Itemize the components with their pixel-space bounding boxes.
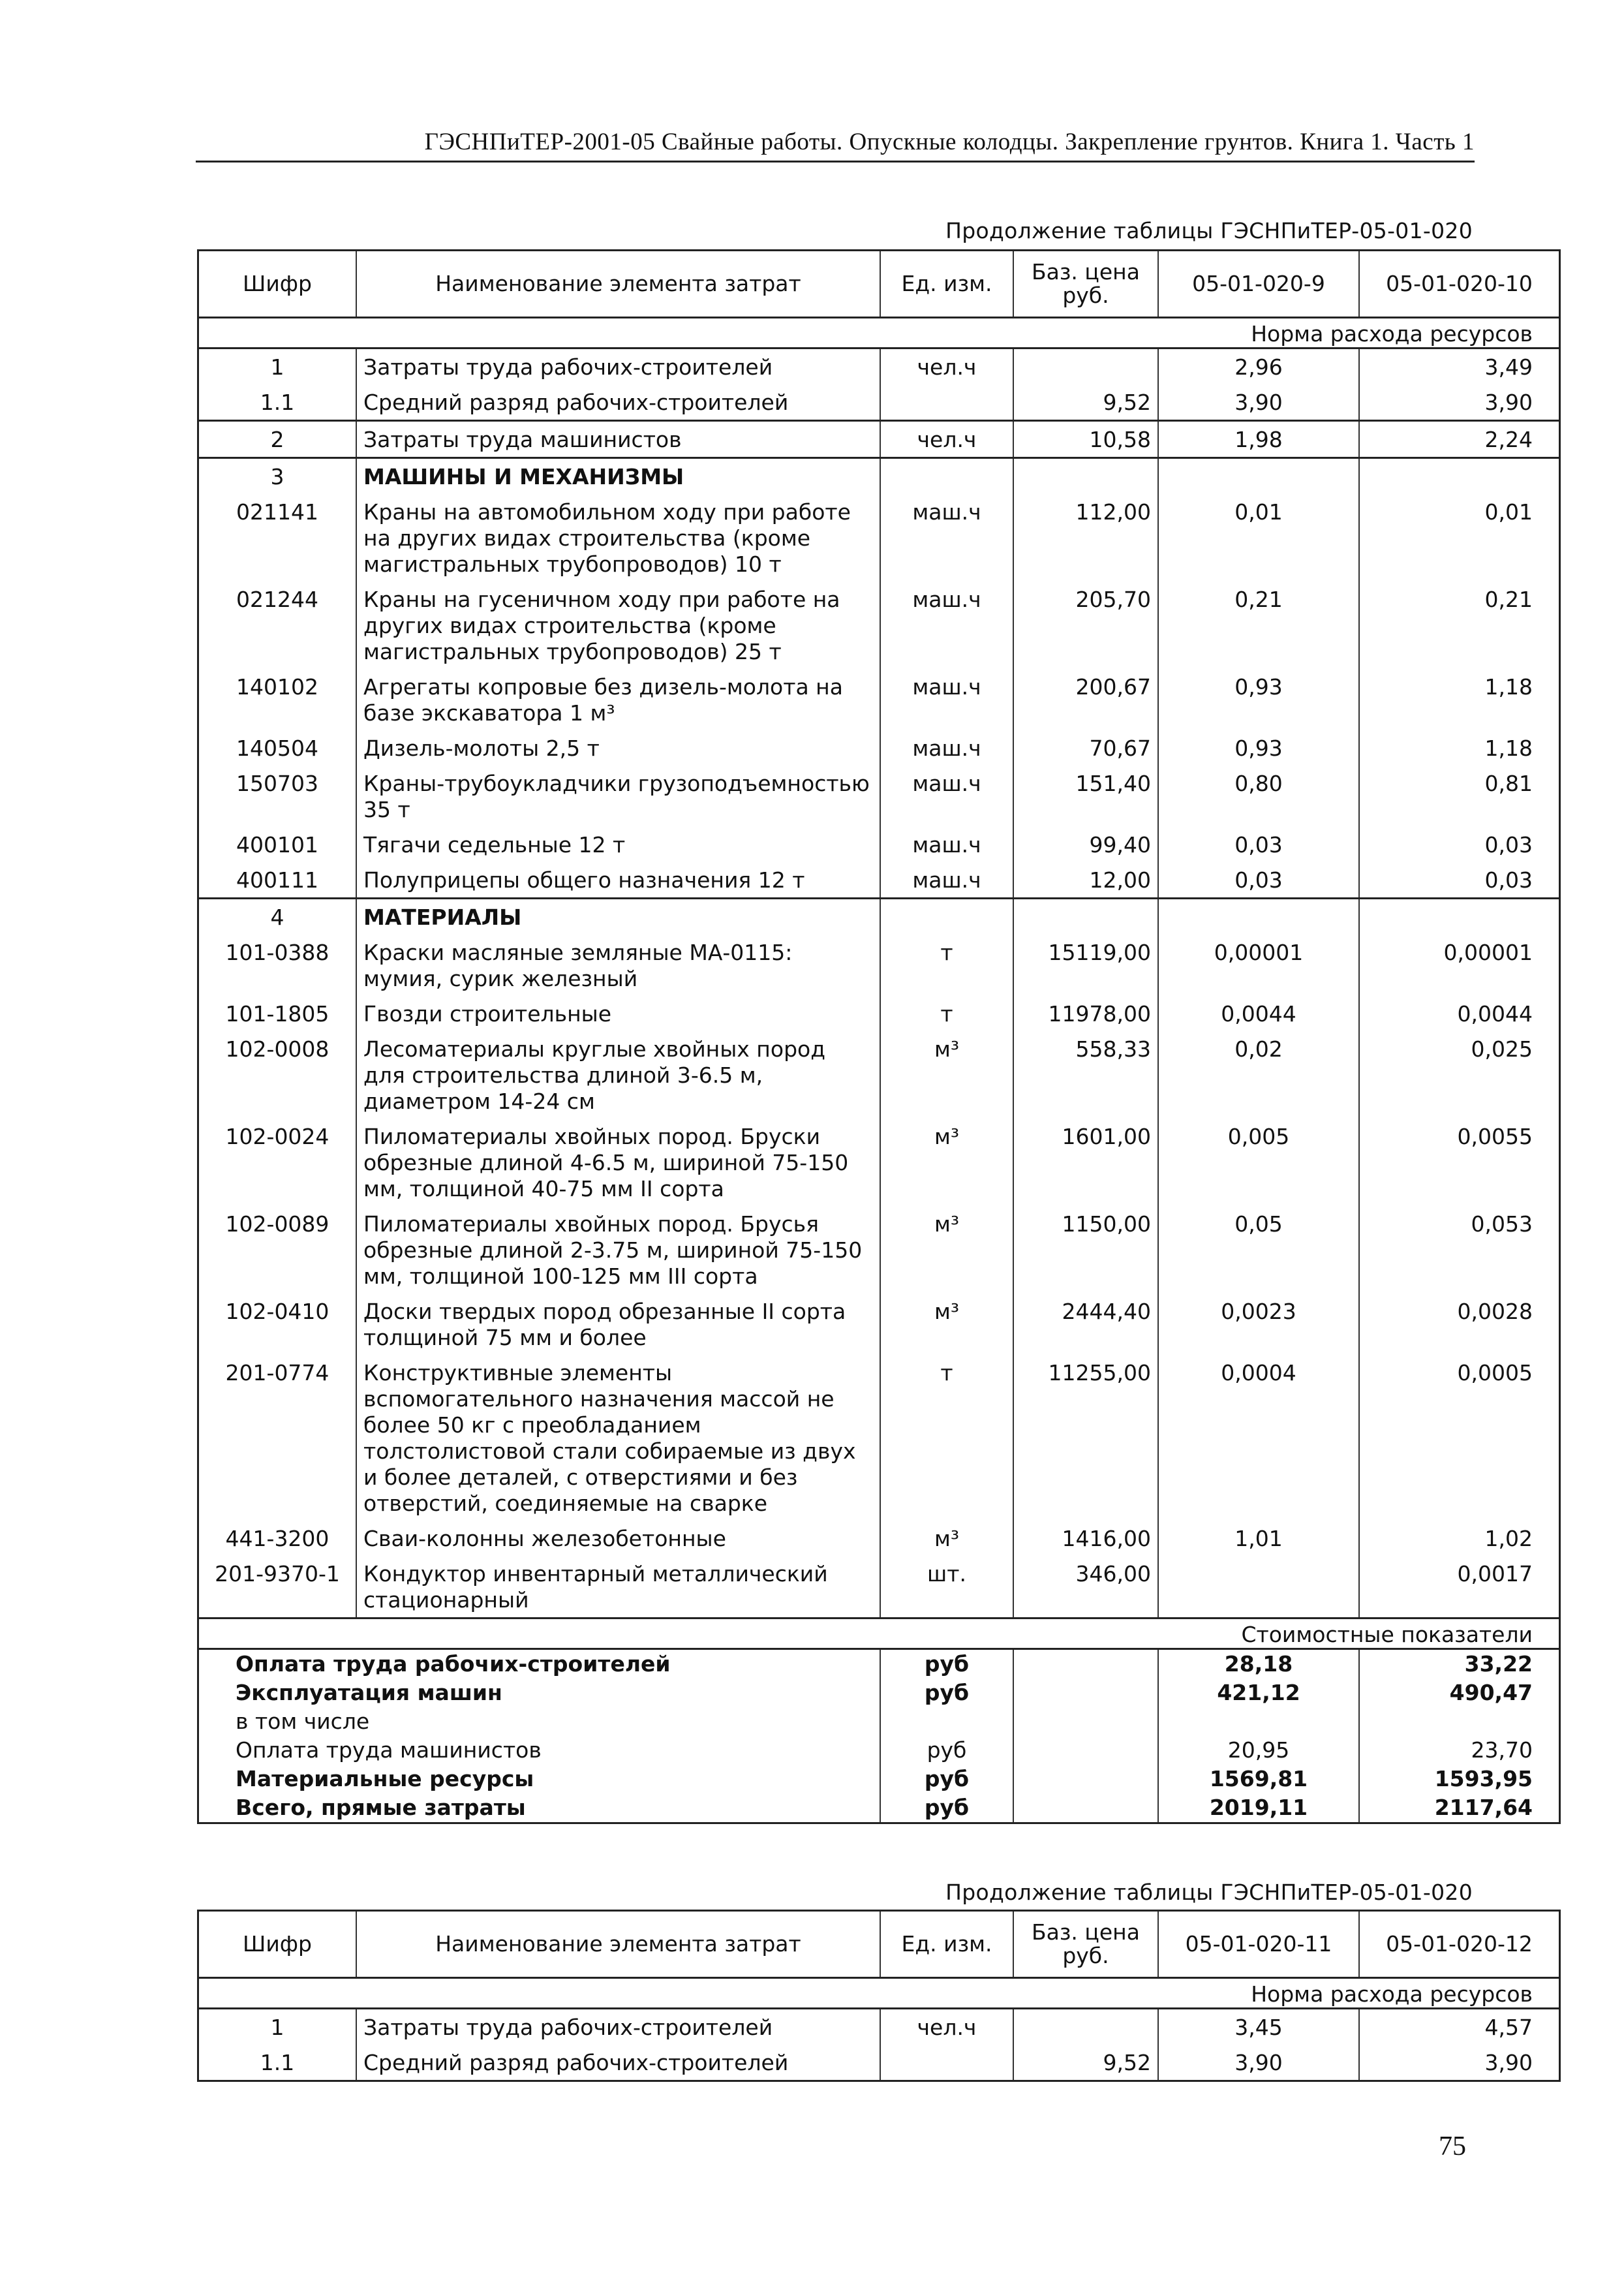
table-row (198, 348, 1560, 385)
row-code: 201-9370-1 (215, 1561, 340, 1587)
summary-value-2: 490,47 (1359, 1679, 1560, 1707)
table-row (198, 1119, 1560, 1206)
table-row (198, 421, 1560, 458)
row-base-price: 112,00 (1013, 494, 1158, 581)
row-norm-1: 1,01 (1158, 1521, 1359, 1556)
summary-unit: руб (880, 1679, 1013, 1707)
row-base-price: 15119,00 (1013, 935, 1158, 996)
row-name: Пиломатериалы хвойных пород. Бруски обрезные длиной 4-6.5 м, шириной 75-150 мм, толщиной 40-75 мм II сорта (356, 1119, 880, 1206)
row-base-price: 11255,00 (1013, 1355, 1158, 1521)
summary-empty (1013, 1736, 1158, 1765)
row-norm-2: 2,24 (1359, 421, 1560, 458)
row-unit (880, 2045, 1013, 2081)
row-code: 102-0008 (225, 1036, 329, 1062)
summary-row (198, 1793, 1560, 1823)
table-row (198, 494, 1560, 581)
row-code: 140102 (236, 674, 318, 700)
table-row (198, 384, 1560, 421)
row-unit: чел.ч (880, 2009, 1013, 2045)
row-name: Затраты труда рабочих-строителей (356, 2009, 880, 2045)
row-norm-2 (1359, 458, 1560, 495)
row-base-price: 1416,00 (1013, 1521, 1158, 1556)
summary-row (198, 1765, 1560, 1793)
row-code: 400111 (236, 867, 318, 893)
row-norm-1: 0,0004 (1158, 1355, 1359, 1521)
summary-empty (1013, 1707, 1158, 1736)
row-base-price (1013, 348, 1158, 385)
summary-label: Всего, прямые затраты (198, 1793, 881, 1823)
row-norm-2: 0,00001 (1359, 935, 1560, 996)
table-row (198, 862, 1560, 899)
row-norm-1 (1158, 1556, 1359, 1618)
table-row (198, 827, 1560, 862)
row-base-price: 70,67 (1013, 730, 1158, 766)
table-row (198, 730, 1560, 766)
row-name: Краски масляные земляные МА-0115: мумия, сурик железный (356, 935, 880, 996)
table-header-row (198, 251, 1560, 318)
col-header-unit: Ед. изм. (880, 251, 1013, 318)
row-unit: маш.ч (880, 581, 1013, 669)
row-norm-2 (1359, 899, 1560, 935)
summary-value-1: 20,95 (1158, 1736, 1359, 1765)
row-norm-2: 1,18 (1359, 730, 1560, 766)
table-row (198, 766, 1560, 827)
row-base-price: 9,52 (1013, 2045, 1158, 2081)
row-code: 150703 (236, 771, 318, 796)
summary-value-2 (1359, 1707, 1560, 1736)
col-header-norm-1: 05-01-020-9 (1158, 251, 1359, 318)
row-base-price: 99,40 (1013, 827, 1158, 862)
running-header: ГЭСНПиТЕР-2001-05 Свайные работы. Опускные колодцы. Закрепление грунтов. Книга 1. Часть 1 (424, 129, 1475, 155)
table-row (198, 2045, 1560, 2081)
row-base-price: 1601,00 (1013, 1119, 1158, 1206)
row-code: 102-0410 (225, 1299, 329, 1324)
row-norm-2: 3,49 (1359, 348, 1560, 385)
table-row (198, 1556, 1560, 1618)
row-name: Гвозди строительные (356, 996, 880, 1031)
row-norm-1: 0,05 (1158, 1206, 1359, 1293)
col-header-price: Баз. цена руб. (1013, 1911, 1158, 1978)
row-code: 102-0024 (225, 1124, 329, 1149)
table-row (198, 669, 1560, 730)
row-unit (880, 384, 1013, 421)
summary-value-1: 421,12 (1158, 1679, 1359, 1707)
row-code: 441-3200 (225, 1526, 329, 1551)
row-base-price: 200,67 (1013, 669, 1158, 730)
row-norm-2: 0,03 (1359, 862, 1560, 899)
row-base-price: 205,70 (1013, 581, 1158, 669)
row-norm-2: 0,81 (1359, 766, 1560, 827)
row-name: Затраты труда рабочих-строителей (356, 348, 880, 385)
norm-header: Норма расхода ресурсов (198, 318, 1560, 348)
row-base-price: 558,33 (1013, 1031, 1158, 1119)
table-header-row (198, 1911, 1560, 1978)
row-name: Тягачи седельные 12 т (356, 827, 880, 862)
summary-empty (1013, 1679, 1158, 1707)
summary-empty (1013, 1765, 1158, 1793)
summary-label: Материальные ресурсы (236, 1766, 534, 1791)
row-norm-2: 1,18 (1359, 669, 1560, 730)
row-norm-1 (1158, 458, 1359, 495)
row-norm-1: 3,90 (1158, 2045, 1359, 2081)
row-unit: шт. (880, 1556, 1013, 1618)
row-name: МАШИНЫ И МЕХАНИЗМЫ (356, 458, 880, 495)
summary-empty (1013, 1793, 1158, 1823)
summary-row (198, 1679, 1560, 1707)
table-row (198, 899, 1560, 935)
row-norm-2: 0,053 (1359, 1206, 1560, 1293)
row-base-price (1013, 2009, 1158, 2045)
row-unit: маш.ч (880, 827, 1013, 862)
table-row (198, 581, 1560, 669)
row-norm-2: 4,57 (1359, 2009, 1560, 2045)
summary-row (198, 1736, 1560, 1765)
row-norm-1: 0,21 (1158, 581, 1359, 669)
col-header-code: Шифр (198, 251, 357, 318)
row-base-price: 346,00 (1013, 1556, 1158, 1618)
cost-header-row (198, 1618, 1560, 1649)
summary-value-2: 33,22 (1359, 1649, 1560, 1679)
row-unit: т (880, 935, 1013, 996)
row-unit: т (880, 1355, 1013, 1521)
table2-body (198, 2009, 1560, 2081)
row-base-price: 9,52 (1013, 384, 1158, 421)
row-unit: м³ (880, 1521, 1013, 1556)
summary-label: Эксплуатация машин (236, 1680, 502, 1705)
summary-unit (880, 1707, 1013, 1736)
cost-header: Стоимостные показатели (198, 1618, 1560, 1649)
row-norm-2: 0,0055 (1359, 1119, 1560, 1206)
row-name: Дизель-молоты 2,5 т (356, 730, 880, 766)
row-unit: маш.ч (880, 766, 1013, 827)
col-header-norm-2: 05-01-020-12 (1359, 1911, 1560, 1978)
row-norm-1: 0,01 (1158, 494, 1359, 581)
row-code: 021141 (236, 499, 318, 525)
row-norm-1: 0,005 (1158, 1119, 1359, 1206)
row-code: 4 (198, 899, 357, 935)
row-base-price: 151,40 (1013, 766, 1158, 827)
row-name: Кондуктор инвентарный металлический стационарный (356, 1556, 880, 1618)
row-norm-1: 0,93 (1158, 730, 1359, 766)
resource-table-1 (197, 249, 1561, 1824)
table-row (198, 458, 1560, 495)
row-norm-2: 0,0005 (1359, 1355, 1560, 1521)
col-header-norm-2: 05-01-020-10 (1359, 251, 1560, 318)
row-base-price: 12,00 (1013, 862, 1158, 899)
row-unit: маш.ч (880, 862, 1013, 899)
row-norm-1: 3,45 (1158, 2009, 1359, 2045)
row-unit: чел.ч (880, 421, 1013, 458)
summary-value-2: 23,70 (1359, 1736, 1560, 1765)
row-name: Краны на автомобильном ходу при работе на других видах строительства (кроме магистральных трубопроводов) 10 т (356, 494, 880, 581)
summary-body (198, 1649, 1560, 1823)
col-header-unit: Ед. изм. (880, 1911, 1013, 1978)
col-header-price: Баз. цена руб. (1013, 251, 1158, 318)
summary-value-1: 28,18 (1158, 1649, 1359, 1679)
summary-label: Оплата труда рабочих-строителей (236, 1651, 671, 1677)
col-header-code: Шифр (198, 1911, 357, 1978)
row-norm-1 (1158, 899, 1359, 935)
row-base-price: 11978,00 (1013, 996, 1158, 1031)
row-norm-1: 1,98 (1158, 421, 1359, 458)
summary-row (198, 1649, 1560, 1679)
summary-value-2: 1593,95 (1359, 1765, 1560, 1793)
row-unit: м³ (880, 1031, 1013, 1119)
row-code: 1 (270, 2015, 284, 2040)
table-row (198, 1031, 1560, 1119)
row-name: Агрегаты копровые без дизель-молота на базе экскаватора 1 м³ (356, 669, 880, 730)
row-unit: маш.ч (880, 730, 1013, 766)
summary-unit: руб (880, 1765, 1013, 1793)
row-code: 3 (198, 458, 357, 495)
row-base-price (1013, 899, 1158, 935)
row-norm-2: 3,90 (1359, 2045, 1560, 2081)
summary-label: Оплата труда машинистов (236, 1737, 542, 1763)
row-unit: чел.ч (880, 348, 1013, 385)
row-code: 140504 (236, 736, 318, 761)
table-row (198, 2009, 1560, 2045)
row-code: 201-0774 (225, 1360, 329, 1386)
row-base-price (1013, 458, 1158, 495)
row-norm-1: 3,90 (1158, 384, 1359, 421)
table-row (198, 1206, 1560, 1293)
row-norm-1: 0,0023 (1158, 1293, 1359, 1355)
table1-body (198, 348, 1560, 1618)
row-unit: маш.ч (880, 669, 1013, 730)
row-code: 101-0388 (225, 940, 329, 965)
summary-unit: руб (880, 1649, 1013, 1679)
row-unit: м³ (880, 1206, 1013, 1293)
summary-unit: руб (880, 1736, 1013, 1765)
row-name: Полуприцепы общего назначения 12 т (356, 862, 880, 899)
page-number: 75 (1439, 2131, 1466, 2161)
col-header-norm-1: 05-01-020-11 (1158, 1911, 1359, 1978)
row-base-price: 1150,00 (1013, 1206, 1158, 1293)
row-norm-1: 0,03 (1158, 827, 1359, 862)
row-code: 1.1 (260, 2050, 295, 2075)
row-unit: маш.ч (880, 494, 1013, 581)
table-row (198, 1521, 1560, 1556)
row-name: Средний разряд рабочих-строителей (356, 2045, 880, 2081)
row-code: 1 (270, 354, 284, 380)
table-row (198, 996, 1560, 1031)
header-rule (196, 161, 1475, 163)
row-code: 101-1805 (225, 1001, 329, 1027)
row-name: Пиломатериалы хвойных пород. Брусья обрезные длиной 2-3.75 м, шириной 75-150 мм, толщиной 100-125 мм III сорта (356, 1206, 880, 1293)
row-code: 1.1 (260, 390, 295, 415)
row-code: 021244 (236, 587, 318, 612)
row-norm-1: 0,80 (1158, 766, 1359, 827)
row-code: 102-0089 (225, 1211, 329, 1237)
table-row (198, 935, 1560, 996)
resource-table-2 (197, 1910, 1561, 2082)
row-code: 400101 (236, 832, 318, 858)
summary-value-1: 2019,11 (1158, 1793, 1359, 1823)
summary-value-1 (1158, 1707, 1359, 1736)
row-unit (880, 458, 1013, 495)
row-norm-2: 0,21 (1359, 581, 1560, 669)
row-name: Средний разряд рабочих-строителей (356, 384, 880, 421)
norm-header-row (198, 1978, 1560, 2009)
row-name: Краны-трубоукладчики грузоподъемностью 35 т (356, 766, 880, 827)
row-norm-1: 0,03 (1158, 862, 1359, 899)
summary-empty (1013, 1649, 1158, 1679)
row-norm-1: 0,00001 (1158, 935, 1359, 996)
row-unit: м³ (880, 1119, 1013, 1206)
row-norm-2: 0,0017 (1359, 1556, 1560, 1618)
row-norm-2: 1,02 (1359, 1521, 1560, 1556)
row-unit (880, 899, 1013, 935)
row-unit: т (880, 996, 1013, 1031)
row-norm-1: 0,93 (1158, 669, 1359, 730)
row-base-price: 2444,40 (1013, 1293, 1158, 1355)
row-norm-2: 0,01 (1359, 494, 1560, 581)
summary-value-2: 2117,64 (1359, 1793, 1560, 1823)
norm-header: Норма расхода ресурсов (198, 1978, 1560, 2009)
row-name: Краны на гусеничном ходу при работе на других видах строительства (кроме магистральных трубопроводов) 25 т (356, 581, 880, 669)
table-row (198, 1293, 1560, 1355)
row-name: Затраты труда машинистов (356, 421, 880, 458)
row-norm-2: 0,0028 (1359, 1293, 1560, 1355)
row-name: Конструктивные элементы вспомогательного назначения массой не более 50 кг с преобладанием толстолистовой стали собираемые из двух и более деталей, с отверстиями и без отверстий, соединяемые на сварке (356, 1355, 880, 1521)
norm-header-row (198, 318, 1560, 348)
row-norm-2: 0,025 (1359, 1031, 1560, 1119)
row-norm-1: 0,02 (1158, 1031, 1359, 1119)
table-row (198, 1355, 1560, 1521)
row-code: 2 (198, 421, 357, 458)
row-base-price: 10,58 (1013, 421, 1158, 458)
row-name: МАТЕРИАЛЫ (356, 899, 880, 935)
row-name: Доски твердых пород обрезанные II сорта толщиной 75 мм и более (356, 1293, 880, 1355)
row-norm-2: 0,03 (1359, 827, 1560, 862)
table1-continuation-caption: Продолжение таблицы ГЭСНПиТЕР-05-01-020 (945, 218, 1473, 243)
summary-value-1: 1569,81 (1158, 1765, 1359, 1793)
col-header-name: Наименование элемента затрат (356, 1911, 880, 1978)
table2-continuation-caption: Продолжение таблицы ГЭСНПиТЕР-05-01-020 (945, 1880, 1473, 1905)
summary-row (198, 1707, 1560, 1736)
row-norm-2: 3,90 (1359, 384, 1560, 421)
row-norm-1: 0,0044 (1158, 996, 1359, 1031)
row-unit: м³ (880, 1293, 1013, 1355)
row-norm-2: 0,0044 (1359, 996, 1560, 1031)
summary-label: в том числе (236, 1709, 370, 1734)
col-header-name: Наименование элемента затрат (356, 251, 880, 318)
row-name: Сваи-колонны железобетонные (356, 1521, 880, 1556)
row-name: Лесоматериалы круглые хвойных пород для строительства длиной 3-6.5 м, диаметром 14-24 см (356, 1031, 880, 1119)
row-norm-1: 2,96 (1158, 348, 1359, 385)
summary-unit: руб (880, 1793, 1013, 1823)
